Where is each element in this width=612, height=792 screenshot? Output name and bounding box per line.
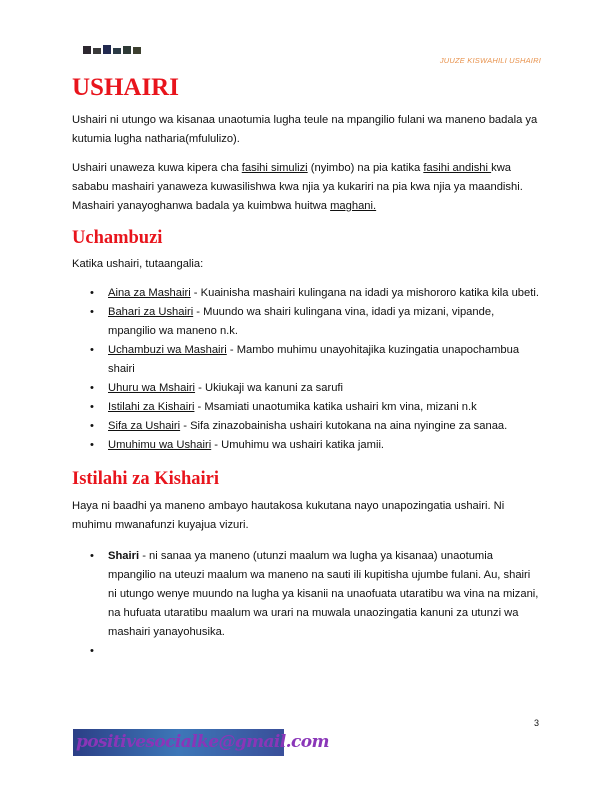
link-aina-za-mashairi[interactable]: Aina za Mashairi <box>108 287 191 299</box>
item-text: - Muundo wa shairi kulingana vina, idadi ya mizani, vipande, mpangilio wa maneno n.k. <box>108 306 495 337</box>
intro-paragraph: Ushairi ni utungo wa kisanaa unaotumia lugha teule na mpangilio fulani wa maneno badala ya kutumia lugha natharia(mfululizo). <box>72 114 538 145</box>
item-text: - Sifa zinazobainisha ushairi kutokana na aina nyingine za sanaa. <box>180 420 508 432</box>
link-maghani[interactable]: maghani. <box>330 200 377 212</box>
main-content <box>72 72 542 661</box>
text: (nyimbo) na pia katika <box>307 162 424 174</box>
list-item <box>108 398 542 417</box>
email-banner <box>73 729 329 756</box>
item-text: - Ukiukaji wa kanuni za sarufi <box>195 382 344 394</box>
link-sifa-za-ushairi[interactable]: Sifa za Ushairi <box>108 420 181 432</box>
list-item <box>108 341 542 379</box>
list-item <box>108 436 542 455</box>
text: kwa sababu mashairi yanaweza kuwasilishwa kwa njia ya kukariri na pia kwa njia ya maandishi. Mashairi yanayoghanwa badala ya kuimbwa huitwa <box>72 162 523 212</box>
list-item <box>108 303 542 341</box>
item-text: - Kuainisha mashairi kulingana na idadi ya mishororo katika kila ubeti. <box>190 287 539 299</box>
logo-icon <box>83 42 141 54</box>
link-umuhimu-wa-ushairi[interactable]: Umuhimu wa Ushairi <box>108 439 212 451</box>
section-heading-uchambuzi: Uchambuzi <box>72 228 163 248</box>
list-item <box>108 379 542 398</box>
link-uchambuzi-wa-mashairi[interactable]: Uchambuzi wa Mashairi <box>108 344 227 356</box>
item-text: - Mambo muhimu unayohitajika kuzingatia unapochambua shairi <box>108 344 520 375</box>
link-bahari-za-ushairi[interactable]: Bahari za Ushairi <box>108 306 194 318</box>
link-fasihi-simulizi[interactable]: fasihi simulizi <box>241 162 308 174</box>
section-lead: Katika ushairi, tutaangalia: <box>72 258 204 270</box>
link-fasihi-andishi[interactable]: fasihi andishi <box>423 162 492 174</box>
item-text: - Umuhimu wa ushairi katika jamii. <box>211 439 385 451</box>
page-number: 3 <box>534 718 540 728</box>
text: Ushairi unaweza kuwa kipera cha <box>72 162 242 174</box>
section-heading-istilahi: Istilahi za Kishairi <box>72 469 219 489</box>
topics-list <box>72 284 542 455</box>
list-item <box>108 284 542 303</box>
item-text: - Msamiati unaotumika katika ushairi km vina, mizani n.k <box>194 401 477 413</box>
list-item <box>108 547 542 642</box>
list-item <box>108 417 542 436</box>
email-text: positivesocialke@gmail.com <box>76 732 329 752</box>
term-definition: - ni sanaa ya maneno (utunzi maalum wa lugha ya kisanaa) unaotumia mpangilio na uteuzi maalum wa maneno na sauti ili kupitisha ujumbe fulani. Au, shairi ni utungo wenye muundo na lugha ya kisanii na unaofuata utaratibu wa vina na mizani, na hufuata utaratibu maalum wa urari na muwala unaozingatia kanuni za utunzi wa mashairi yanayohusika. <box>108 550 539 638</box>
paragraph-fasihi <box>72 159 542 216</box>
term: Shairi <box>108 550 140 562</box>
list-item-empty <box>108 642 542 661</box>
terms-list <box>72 547 542 661</box>
header-title: JUUZE KISWAHILI USHAIRI <box>439 56 541 65</box>
link-istilahi-za-kishairi[interactable]: Istilahi za Kishairi <box>108 401 195 413</box>
page-title: USHAIRI <box>72 74 179 101</box>
section-lead: Haya ni baadhi ya maneno ambayo hautakosa kukutana nayo unapozingatia ushairi. Ni muhimu mwanafunzi kuyajua vizuri. <box>72 500 505 531</box>
link-uhuru-wa-mshairi[interactable]: Uhuru wa Mshairi <box>108 382 196 394</box>
